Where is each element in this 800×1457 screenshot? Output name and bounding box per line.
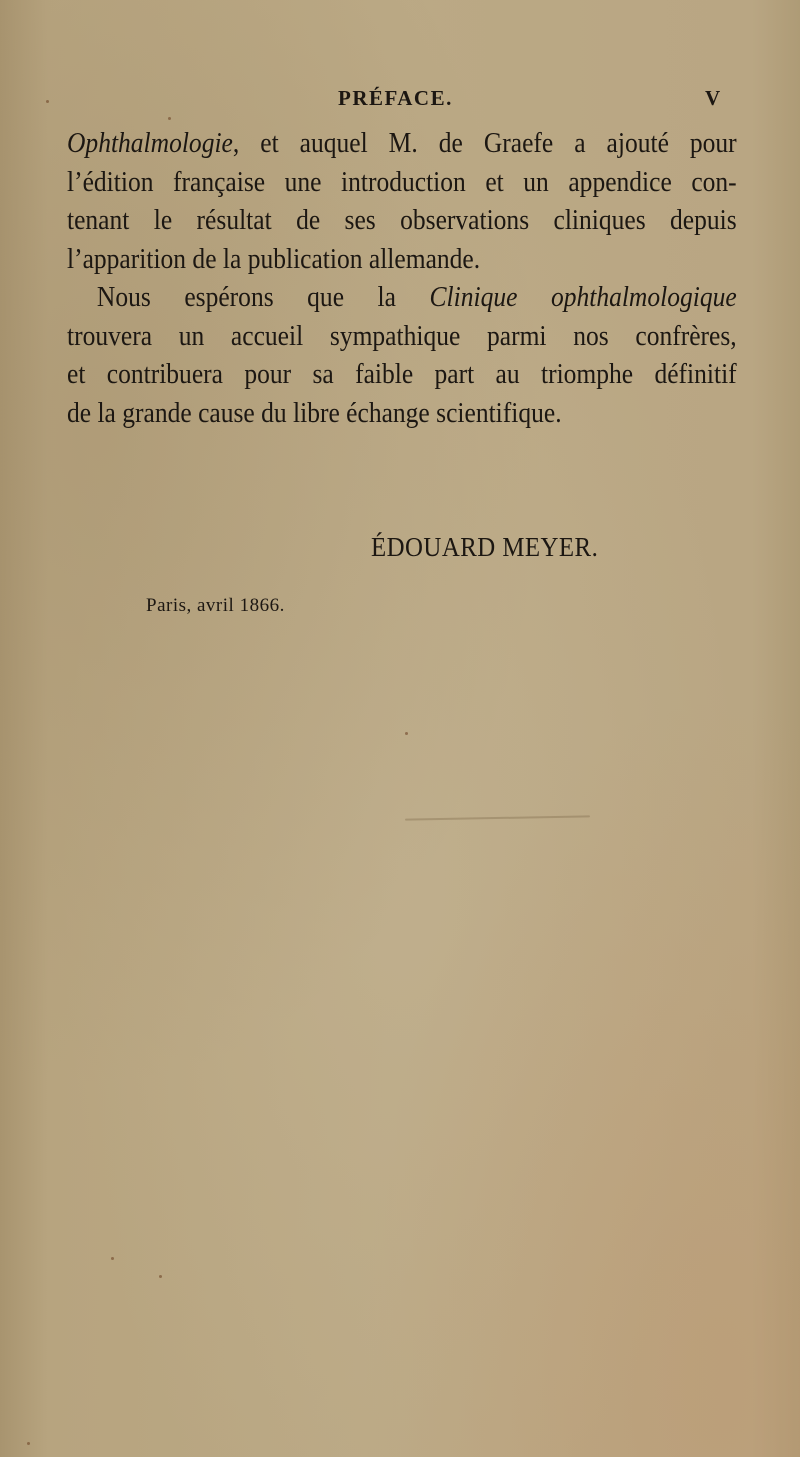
page-number: V xyxy=(705,86,721,110)
book-title-italic: Ophthalmologie xyxy=(67,127,233,159)
text-line: tenant le résultat de ses observations cliniques depuis xyxy=(67,204,737,236)
line-text: Nous espérons que la xyxy=(96,281,430,313)
running-title: PRÉFACE. xyxy=(338,86,453,110)
paper-speck xyxy=(168,117,171,120)
paper-speck xyxy=(405,732,408,735)
line-text: , et auquel M. de Graefe a ajouté pour xyxy=(232,127,737,159)
author-signature: ÉDOUARD MEYER. xyxy=(371,532,599,562)
paper-speck xyxy=(111,1257,114,1260)
running-head xyxy=(0,86,800,116)
text-line: de la grande cause du libre échange scientifique. xyxy=(67,396,562,429)
text-line xyxy=(67,124,737,163)
book-title-italic: Clinique ophthalmologique xyxy=(429,281,737,313)
body-text xyxy=(67,124,737,432)
paper-speck xyxy=(27,1442,30,1445)
paper-speck xyxy=(46,100,49,103)
text-line: l’apparition de la publication allemande. xyxy=(67,242,481,275)
text-line: et contribuera pour sa faible part au triomphe définitif xyxy=(67,358,737,390)
text-line: trouvera un accueil sympathique parmi nos confrères, xyxy=(67,319,737,352)
dateline: Paris, avril 1866. xyxy=(146,595,285,616)
paper-speck xyxy=(159,1275,162,1278)
text-line xyxy=(67,278,737,317)
text-line: l’édition française une introduction et un appendice con- xyxy=(67,165,737,198)
paper-stain xyxy=(405,815,590,820)
